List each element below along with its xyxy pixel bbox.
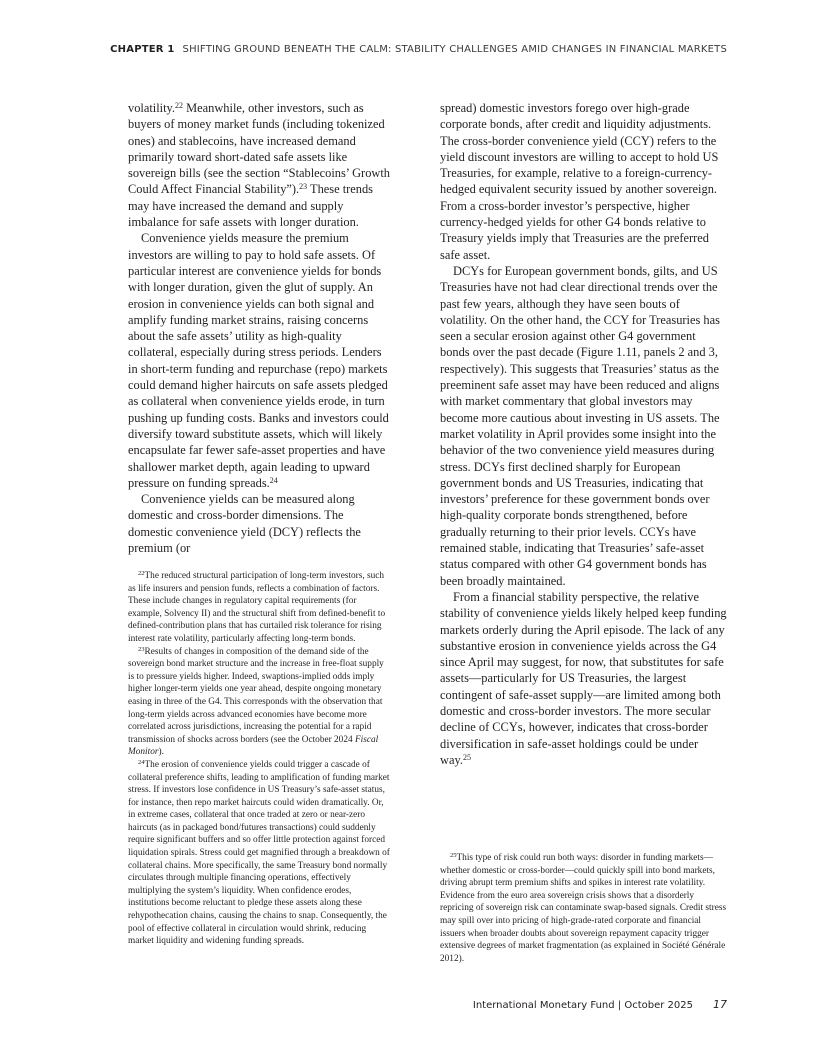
footnotes-left	[128, 570, 391, 948]
footnote-ref[interactable]: 24	[269, 475, 278, 485]
page-number: 17	[713, 998, 727, 1011]
footnote: $^{23}$Results of changes in composition of the demand side of the sovereign bond market structure and the increase in free-float supply is to pressure yields higher. Indeed, swaptions-implied odds imply higher longer-term yields one year ahead, despite ongoing monetary easing in three of the G4. This corresponds with the observation that long-term yields across advanced economies have become more correlated across jurisdictions, increasing the potential for a rapid transmission of shocks across borders (see the October 2024 Fiscal Monitor).	[128, 645, 384, 758]
paragraph: spread) domestic investors forego over high-grade corporate bonds, after credit and liquidity adjustments. The cross-border convenience yield (CCY) refers to the yield discount investors are willing to accept to hold US Treasuries, for example, relative to a foreign-currency-hedged equivalent security issued by another sovereign. From a cross-border investor’s perspective, higher currency-hedged yields for other G4 bonds relative to Treasury yields imply that Treasuries are the preferred safe asset.	[440, 101, 719, 262]
paragraph: volatility.$^{22}$ Meanwhile, other investors, such as buyers of money market funds (including tokenized ones) and stablecoins, have increased demand primarily toward short-dated safe assets like sovereign bills (see the section “Stablecoins’ Growth Could Affect Financial Stability”).$^{23}$ These trends may have increased the demand and supply imbalance for safe assets with longer duration.	[128, 101, 390, 230]
footer-source: International Monetary Fund | October 2025	[472, 1000, 693, 1011]
footnote: $^{25}$This type of risk could run both ways: disorder in funding markets—whether domestic or cross-border—could quickly spill into bond markets, driving abrupt term premium shifts and spikes in interest rate volatility. Evidence from the euro area sovereign crisis shows that a disorderly repricing of sovereign risk can contaminate swap-based signals. Credit stress may spill over into pricing of high-grade-rated corporate and financial issuers when broader doubts about sovereign repayment capacity trigger extensive degrees of market fragmentation (as explained in Société Générale 2012).	[440, 852, 727, 964]
left-column	[128, 100, 391, 556]
right-column	[440, 100, 728, 768]
paragraph: DCYs for European government bonds, gilts, and US Treasuries have not had clear directional trends over the past few years, although they have seen bouts of volatility. On the other hand, the CCY for Treasuries has seen a secular erosion against other G4 government bonds over the past decade (Figure 1.11, panels 2 and 3, respectively). This suggests that Treasuries’ status as the preeminent safe asset may have been reduced and aligns with market commentary that global investors may become more cautious about investing in US assets. The market volatility in April provides some insight into the behavior of the two convenience yield measures during stress. DCYs first declined sharply for European government bonds and US Treasuries, indicating that investors’ preference for these government bonds over high-quality corporate bonds strengthened, before gradually returning to their prior levels. CCYs have remained stable, indicating that Treasuries’ safe-asset status compared with other G4 government bonds has been broadly maintained.	[440, 263, 720, 588]
footnote-ref[interactable]: 22	[175, 101, 184, 110]
paragraph: Convenience yields measure the premium investors are willing to pay to hold safe assets. Of particular interest are convenience yields for bonds with longer duration, given the glut of supply. An erosion in convenience yields can both signal and amplify funding market strains, raising concerns about the safe assets’ utility as high-quality collateral, especially during stress periods. Lenders in short-term funding and repurchase (repo) markets could demand higher haircuts on safe assets pledged as collateral when convenience yields erode, in turn pushing up funding costs. Banks and investors could diversify toward substitute assets, which will likely encapsulate far fewer safe-asset properties and have shallower market depth, again leading to upward pressure on funding spreads.$^{24}$	[128, 231, 389, 490]
page-footer	[0, 998, 727, 1011]
footnote-ref[interactable]: 23	[299, 182, 308, 192]
running-header	[0, 44, 727, 55]
footnote: $^{22}$The reduced structural participation of long-term investors, such as life insurers and pension funds, reflects a combination of factors. These include changes in regulatory capital requirements (for example, Solvency II) and the structural shift from defined-benefit to defined-contribution plans that has curtailed risk tolerance for rising interest rate volatility, particularly affecting long-term bonds.	[128, 570, 386, 644]
chapter-title: SHIFTING GROUND BENEATH THE CALM: STABILITY CHALLENGES AMID CHANGES IN FINANCIAL MARKETS	[182, 44, 727, 55]
footnotes-right	[440, 852, 728, 965]
footnote-ref[interactable]: 25	[462, 752, 471, 762]
paragraph: Convenience yields can be measured along domestic and cross-border dimensions. The domestic convenience yield (DCY) reflects the premium (or	[128, 492, 361, 556]
footnote: $^{24}$The erosion of convenience yields could trigger a cascade of collateral preference shifts, leading to amplification of funding market stress. If investors lose confidence in US Treasury’s safe-asset status, for instance, then repo market haircuts could widen dramatically. Or, in extreme cases, collateral that once traded at zero or near-zero haircuts (as in packaged bond/futures transactions) could suddenly require significant buffers and so offer little protection against forced liquidation spirals. Stress could get magnified through a breakdown of collateral chains. More specifically, the same Treasury bond normally circulates through multiple financing operations, effectively multiplying the system’s liquidity. When confidence erodes, institutions become reluctant to pledge these assets along these rehypothecation chains, causing the chains to snap. Consequently, the pool of effective collateral in circulation would shrink, reducing market liquidity and widening funding spreads.	[128, 758, 390, 947]
chapter-label: CHAPTER 1	[110, 44, 175, 55]
paragraph: From a financial stability perspective, the relative stability of convenience yields likely helped keep funding markets orderly during the April episode. The lack of any substantive erosion in convenience yields across the G4 since April may suggest, for now, that substitutes for safe assets—particularly for US Treasuries, the largest contingent of safe-asset supply—are limited among both domestic and cross-border investors. The more secular decline of CCYs, however, indicates that cross-border diversification in safe-asset holdings could be under way.$^{25}$	[440, 589, 727, 767]
